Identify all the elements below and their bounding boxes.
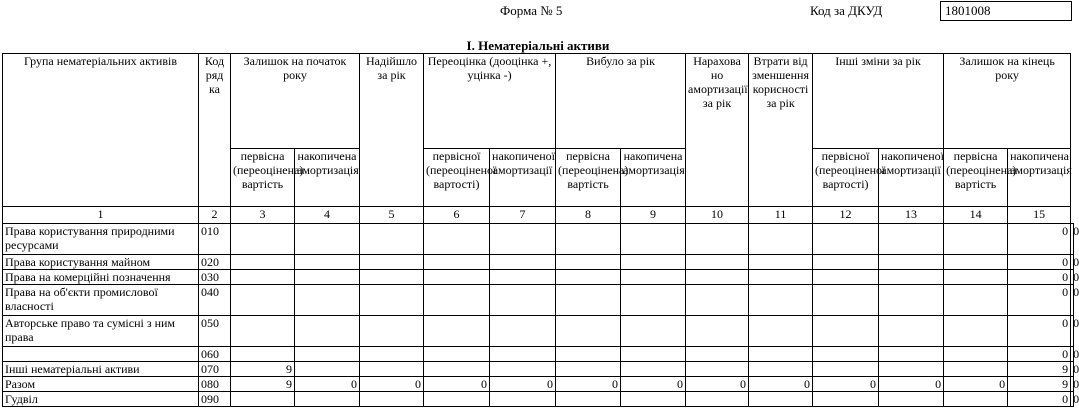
column-number-row — [3, 207, 1074, 224]
sub-header: первісна (переоцінена) вартість — [231, 149, 295, 207]
column-number: 2 — [199, 207, 231, 224]
value-cell — [686, 392, 749, 407]
value-cell — [490, 255, 556, 270]
row-name: Разом — [3, 377, 199, 392]
row-name: Гудвіл — [3, 392, 199, 407]
value-cell — [490, 347, 556, 362]
value-cell — [879, 392, 944, 407]
column-number: 7 — [490, 207, 556, 224]
value-cell: 0 — [749, 377, 813, 392]
value-cell — [944, 362, 1008, 377]
value-cell — [749, 392, 813, 407]
value-cell: 0 — [1008, 255, 1071, 270]
sub-header: первісної (переоціненої вартості) — [424, 149, 490, 207]
table-row — [3, 377, 1074, 392]
table-row — [3, 392, 1074, 407]
value-cell: 0 — [1008, 347, 1071, 362]
value-cell — [295, 270, 360, 285]
row-name: Авторське право та сумісні з ним права — [3, 316, 199, 347]
value-cell — [231, 224, 295, 255]
row-code: 020 — [199, 255, 231, 270]
value-cell — [360, 392, 424, 407]
value-cell — [813, 347, 879, 362]
row-code: 080 — [199, 377, 231, 392]
row-code: 090 — [199, 392, 231, 407]
value-cell — [621, 347, 686, 362]
column-number: 8 — [556, 207, 621, 224]
value-cell — [360, 270, 424, 285]
value-cell — [621, 255, 686, 270]
row-code: 030 — [199, 270, 231, 285]
column-number: 9 — [621, 207, 686, 224]
value-cell: 0 — [1071, 377, 1074, 392]
row-name: Права на комерційні позначення — [3, 270, 199, 285]
value-cell: 0 — [1008, 270, 1071, 285]
value-cell — [231, 347, 295, 362]
row-name: Права користування майном — [3, 255, 199, 270]
value-cell: 0 — [1008, 392, 1071, 407]
column-number: 5 — [360, 207, 424, 224]
dkud-code-value: 1801008 — [940, 1, 1072, 21]
value-cell: 0 — [686, 377, 749, 392]
value-cell: 0 — [1071, 347, 1074, 362]
value-cell — [813, 392, 879, 407]
value-cell — [813, 362, 879, 377]
column-number: 4 — [295, 207, 360, 224]
value-cell — [749, 224, 813, 255]
row-code: 040 — [199, 285, 231, 316]
col-received-header: Надійшло за рік — [360, 54, 424, 207]
value-cell — [749, 347, 813, 362]
value-cell: 0 — [360, 377, 424, 392]
value-cell — [360, 362, 424, 377]
sub-header: первісної (переоціненої вартості) — [813, 149, 879, 207]
sub-header: первісна (переоцінена) вартість — [556, 149, 621, 207]
intangible-assets-table — [2, 53, 1079, 407]
value-cell — [879, 285, 944, 316]
value-cell: 0 — [813, 377, 879, 392]
table-row — [3, 224, 1074, 255]
col-revaluation-header: Переоцінка (дооцінка +, уцінка -) — [424, 54, 556, 149]
value-cell — [879, 255, 944, 270]
col-balance-start-header: Залишок на початок року — [231, 54, 360, 149]
column-number: 15 — [1008, 207, 1071, 224]
value-cell: 0 — [621, 377, 686, 392]
col-group-header: Група нематеріальних активів — [3, 54, 199, 207]
sub-header: накопиченої амортизації — [490, 149, 556, 207]
value-cell — [360, 255, 424, 270]
value-cell — [621, 285, 686, 316]
dkud-code-label: Код за ДКУД — [810, 3, 883, 18]
value-cell — [490, 270, 556, 285]
table-row — [3, 285, 1074, 316]
table-row — [3, 362, 1074, 377]
value-cell — [490, 285, 556, 316]
value-cell — [424, 362, 490, 377]
value-cell — [424, 224, 490, 255]
column-number: 10 — [686, 207, 749, 224]
value-cell — [879, 224, 944, 255]
value-cell — [556, 316, 621, 347]
value-cell: 9 — [1008, 362, 1071, 377]
row-name: Права користування природними ресурсами — [3, 224, 199, 255]
col-amortization-header: Нарахова но амортизації за рік — [686, 54, 749, 207]
value-cell — [556, 285, 621, 316]
value-cell — [424, 316, 490, 347]
col-disposed-header: Вибуло за рік — [556, 54, 686, 149]
value-cell — [231, 316, 295, 347]
value-cell: 0 — [1008, 285, 1071, 316]
value-cell — [231, 392, 295, 407]
value-cell — [621, 270, 686, 285]
value-cell — [813, 285, 879, 316]
col-code-header: Код ряд ка — [199, 54, 231, 207]
sub-header: накопиченої амортизації — [879, 149, 944, 207]
value-cell — [424, 270, 490, 285]
table-row — [3, 270, 1074, 285]
value-cell: 0 — [1008, 316, 1071, 347]
column-number: 12 — [813, 207, 879, 224]
sub-header: накопичена амортизація — [621, 149, 686, 207]
value-cell — [621, 316, 686, 347]
value-cell — [686, 224, 749, 255]
value-cell — [944, 255, 1008, 270]
value-cell — [231, 255, 295, 270]
value-cell — [556, 255, 621, 270]
table-row — [3, 316, 1074, 347]
value-cell — [556, 392, 621, 407]
value-cell: 0 — [1008, 224, 1071, 255]
value-cell — [749, 362, 813, 377]
column-number: 11 — [749, 207, 813, 224]
value-cell — [621, 362, 686, 377]
value-cell — [686, 362, 749, 377]
value-cell: 9 — [231, 362, 295, 377]
value-cell — [879, 270, 944, 285]
value-cell: 0 — [490, 377, 556, 392]
value-cell: 0 — [944, 377, 1008, 392]
value-cell — [295, 347, 360, 362]
table-row — [3, 347, 1074, 362]
value-cell — [813, 316, 879, 347]
value-cell — [360, 285, 424, 316]
value-cell — [295, 316, 360, 347]
value-cell — [879, 347, 944, 362]
form-number: Форма № 5 — [500, 3, 563, 18]
value-cell — [556, 224, 621, 255]
value-cell — [686, 347, 749, 362]
section-title: I. Нематеріальні активи — [466, 38, 610, 53]
value-cell — [424, 285, 490, 316]
value-cell — [944, 270, 1008, 285]
value-cell: 0 — [1071, 285, 1074, 316]
value-cell: 0 — [1071, 392, 1074, 407]
value-cell: 0 — [1071, 316, 1074, 347]
column-number: 14 — [944, 207, 1008, 224]
value-cell — [360, 224, 424, 255]
value-cell — [295, 285, 360, 316]
value-cell — [295, 224, 360, 255]
value-cell — [749, 270, 813, 285]
value-cell — [556, 362, 621, 377]
value-cell — [944, 392, 1008, 407]
value-cell — [686, 270, 749, 285]
value-cell — [424, 255, 490, 270]
value-cell — [944, 224, 1008, 255]
value-cell — [813, 224, 879, 255]
value-cell — [490, 224, 556, 255]
value-cell — [944, 316, 1008, 347]
value-cell: 0 — [1071, 362, 1074, 377]
value-cell — [556, 270, 621, 285]
value-cell — [295, 392, 360, 407]
sub-header: накопичена амортизація — [295, 149, 360, 207]
value-cell — [879, 362, 944, 377]
value-cell: 9 — [1008, 377, 1071, 392]
column-number: 3 — [231, 207, 295, 224]
col-balance-end-header: Залишок на кінець року — [944, 54, 1071, 149]
value-cell — [556, 347, 621, 362]
value-cell — [813, 255, 879, 270]
sub-header: первісна (переоцінена) вартість — [944, 149, 1008, 207]
value-cell — [360, 347, 424, 362]
value-cell — [686, 316, 749, 347]
value-cell — [621, 392, 686, 407]
value-cell — [686, 285, 749, 316]
value-cell — [490, 392, 556, 407]
row-code: 070 — [199, 362, 231, 377]
row-code: 050 — [199, 316, 231, 347]
row-code: 010 — [199, 224, 231, 255]
value-cell: 0 — [556, 377, 621, 392]
value-cell — [490, 362, 556, 377]
value-cell: 0 — [879, 377, 944, 392]
table-row — [3, 255, 1074, 270]
value-cell: 0 — [1071, 224, 1074, 255]
row-code: 060 — [199, 347, 231, 362]
row-name — [3, 347, 199, 362]
column-number: 13 — [879, 207, 944, 224]
value-cell — [813, 270, 879, 285]
value-cell — [360, 316, 424, 347]
value-cell: 0 — [1071, 255, 1074, 270]
column-number: 6 — [424, 207, 490, 224]
value-cell — [295, 362, 360, 377]
row-name: Права на об'єкти промислової власності — [3, 285, 199, 316]
row-name: Інші нематеріальні активи — [3, 362, 199, 377]
column-number: 1 — [3, 207, 199, 224]
value-cell — [231, 285, 295, 316]
value-cell — [944, 285, 1008, 316]
value-cell — [686, 255, 749, 270]
value-cell — [490, 316, 556, 347]
value-cell: 9 — [231, 377, 295, 392]
value-cell — [749, 255, 813, 270]
col-other-header: Інші зміни за рік — [813, 54, 944, 149]
value-cell: 0 — [424, 377, 490, 392]
value-cell — [749, 316, 813, 347]
value-cell — [424, 347, 490, 362]
value-cell — [944, 347, 1008, 362]
value-cell — [879, 316, 944, 347]
col-impairment-header: Втрати від зменшення корисності за рік — [749, 54, 813, 207]
value-cell: 0 — [295, 377, 360, 392]
value-cell — [621, 224, 686, 255]
value-cell — [424, 392, 490, 407]
value-cell — [231, 270, 295, 285]
value-cell — [749, 285, 813, 316]
value-cell — [295, 255, 360, 270]
value-cell: 0 — [1071, 270, 1074, 285]
sub-header: накопичена амортизація — [1008, 149, 1071, 207]
